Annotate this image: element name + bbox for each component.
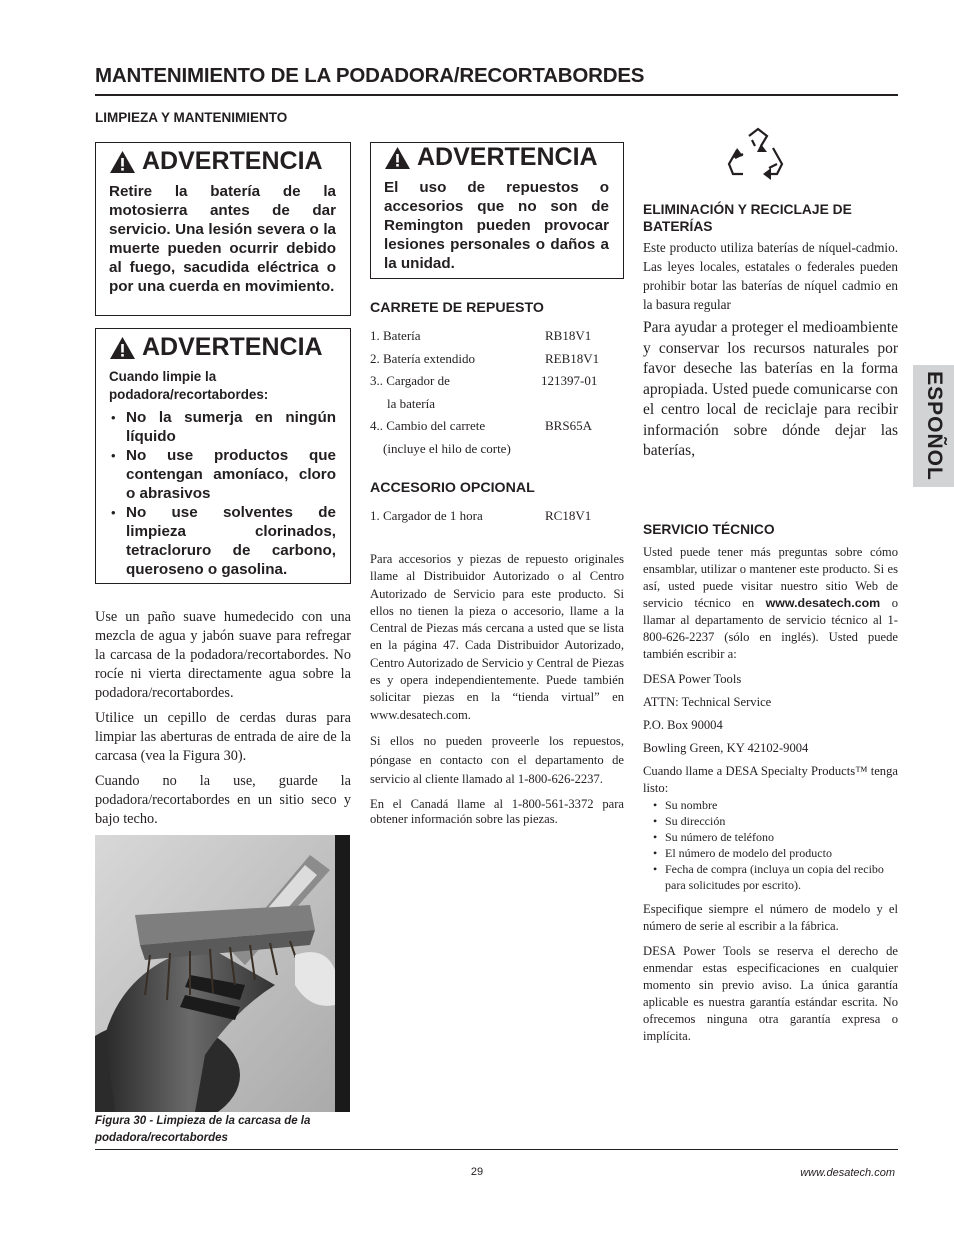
part-label: 2. Batería extendido [370,350,476,366]
spare-parts-heading: CARRETE DE REPUESTO [370,300,544,316]
warning-list-item: • No use solventes de limpieza clorinados, tetracloruro de carbono, queroseno o gasolina. [109,503,336,579]
recycling-paragraph: Este producto utiliza baterías de níquel-cadmio. Las leyes locales, estatales o federales pueden prohibir botar las baterías de níquel cadmio en la basura regular [643,240,898,312]
recycling-paragraph: Para ayudar a proteger el medioambiente y conservar los recursos naturales por favor deseche las baterías en la forma apropiada. Usted puede comunicarse con el centro local de reciclaje para recibir información sobre dónde dejar las baterías, [643,319,898,459]
service-paragraph: DESA Power Tools se reserva el derecho de enmendar estas especificaciones en cualquier momento sin previo aviso. La única garantía aplicable es nuestra garantía estándar escrita. No ofrecemos ninguna otra garantía expresa o implícita. [643,944,898,1043]
optional-accessory-list [370,505,624,528]
warning-box-3 [370,142,624,279]
call-list-item: • Fecha de compra (incluya un copia del recibo para solicitudes por escrito). [653,861,898,893]
part-label: 1. Cargador de 1 hora [370,508,483,523]
service-paragraph [643,544,898,663]
service-heading: SERVICIO TÉCNICO [643,522,775,537]
cleaning-paragraph: Utilice un cepillo de cerdas duras para limpiar las aberturas de entrada de aire de la carcasa (vea la Figura 30). [95,710,351,764]
parts-row [370,348,624,371]
parts-ordering-info [370,551,624,835]
warning-box-2 [95,328,351,584]
website-link[interactable]: www.desatech.com [765,596,881,610]
warning-text: El uso de repuestos o accesorios que no son de Remington pueden provocar lesiones personales o daños a la unidad. [384,179,609,272]
title-rule [95,94,898,96]
part-code: RB18V1 [545,328,592,343]
warning-header [109,147,336,176]
footer-rule [95,1149,898,1150]
part-label: 3.. Cargador de [370,373,450,388]
spare-parts-list [370,325,624,460]
part-label: 4.. Cambio del carrete [370,418,486,433]
parts-paragraph: En el Canadá llame al 1-800-561-3372 para obtener información sobre las piezas. [370,796,624,826]
warning-list-item: • No la sumerja en ningún líquido [109,408,336,446]
call-list-item: • Su nombre [653,797,898,813]
address-line: P.O. Box 90004 [643,718,723,732]
section-heading: LIMPIEZA Y MANTENIMIENTO [95,110,288,125]
parts-row [370,505,624,528]
page-title: MANTENIMIENTO DE LA PODADORA/RECORTABORDES [95,64,645,87]
warning-heading: ADVERTENCIA [417,143,598,171]
call-list-item: • Su número de teléfono [653,829,898,845]
part-code: 121397-01 [541,373,598,388]
footer-website: www.desatech.com [800,1167,895,1179]
parts-row [370,370,624,393]
warning-list-item: • No use productos que contengan amoníaco, cloro o abrasivos [109,446,336,503]
address-line: DESA Power Tools [643,672,742,686]
page-number: 29 [470,1166,484,1178]
recycle-icon [727,126,789,188]
address-line: Bowling Green, KY 42102-9004 [643,741,809,755]
cleaning-instructions [95,608,351,835]
warning-header [384,143,609,172]
figure-30-photo [95,835,350,1112]
recycling-section [643,201,898,468]
warning-triangle-icon [109,336,136,360]
warning-heading: ADVERTENCIA [142,333,323,361]
parts-row [370,393,624,416]
figure-caption: Figura 30 - Limpieza de la carcasa de la podadora/recortabordes [95,1115,311,1144]
warning-header [109,333,336,362]
parts-paragraph: Si ellos no pueden proveerle los repuestos, póngase en contacto con el departamento de servicio al cliente llamado al 1-800-626-2237. [370,733,624,786]
parts-paragraph: Para accesorios y piezas de repuesto originales llame al Distribuidor Autorizado o al Centro Autorizado de Servicio para este producto. Si ellos no tienen la pieza o accesorio, llame a la Central de Piezas más cercana a usted que se lista en la página 47. Cada Distribuidor Autorizado, Centro Autorizado de Servicio y Central de Piezas es y opera independientemente. Puede también solicitar piezas en la “tienda virtual” en www.desatech.com. [370,552,624,722]
address-line: ATTN: Technical Service [643,695,772,709]
cleaning-paragraph: Cuando no la use, guarde la podadora/recortabordes en un sitio seco y bajo techo. [95,773,351,827]
parts-row [370,325,624,348]
service-section [643,521,898,1051]
warning-heading: ADVERTENCIA [142,147,323,175]
call-intro: Cuando llame a DESA Specialty Products™ tenga listo: [643,764,898,795]
part-label: la batería [387,395,435,411]
language-tab-label: ESPOÑOL [922,371,946,481]
parts-row [370,438,624,461]
warning-triangle-icon [384,146,411,170]
cleaning-paragraph: Use un paño suave humedecido con una mezcla de agua y jabón suave para refregar la carcasa de la podadora/recortabordes. No rocíe ni vierta directamente agua sobre la podadora/recortabordes. [95,609,351,701]
part-code: BRS65A [545,418,592,433]
language-tab [913,365,954,487]
service-text: Usted puede tener más preguntas sobre cómo ensamblar, utilizar o mantener este producto. Si es así, usted puede visitar nuestro sitio Web de servicio técnico en [643,545,898,610]
warning-intro: Cuando limpie la podadora/recortabordes: [109,369,269,402]
warning-triangle-icon [109,150,136,174]
part-code: REB18V1 [545,350,600,366]
optional-accessory-heading: ACCESORIO OPCIONAL [370,480,535,496]
part-label: (incluye el hilo de corte) [383,440,511,456]
part-label: 1. Batería [370,328,421,343]
call-list-item: • Su dirección [653,813,898,829]
service-paragraph: Especifique siempre el número de modelo y el número de serie al escribir a la fábrica. [643,902,898,933]
parts-row [370,415,624,438]
part-code: RC18V1 [545,508,592,523]
trimmer-cleaning-illustration [95,835,350,1112]
warning-box-1 [95,142,351,316]
service-text: o llamar al departamento de servicio técnico al 1-800-626-2237 (sólo en inglés). Usted puede también escribir a: [643,596,898,661]
recycling-heading: ELIMINACIÓN Y RECICLAJE DE BATERÍAS [643,202,852,234]
warning-text: Retire la batería de la motosierra antes de dar servicio. Una lesión severa o la muerte pueden ocurrir debido al fuego, sacudida eléctrica o por una cuerda en movimiento. [109,183,336,295]
call-list-item: • El número de modelo del producto [653,845,898,861]
